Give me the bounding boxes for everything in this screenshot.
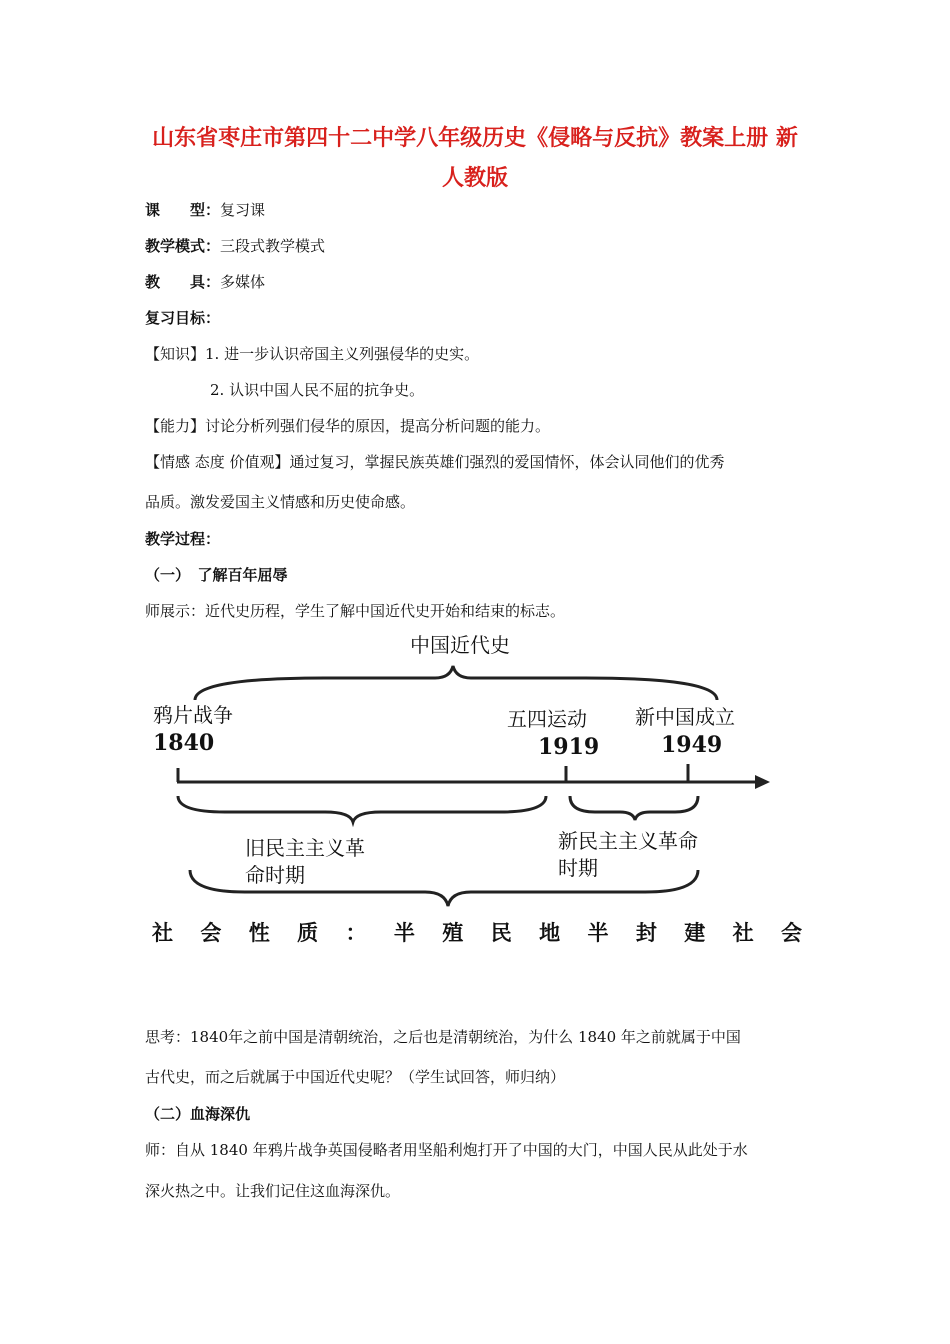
brace-new-democratic	[570, 796, 698, 820]
society-nature-text: 社 会 性 质 ： 半 殖 民 地 半 封 建 社 会	[152, 920, 802, 945]
timeline-arrow-head	[755, 775, 770, 789]
knowledge-item-2: 2. 认识中国人民不屈的抗争史。	[210, 381, 425, 399]
teacher-text-2-line-1: 师：自从 1840 年鸦片战争英国侵略者用坚船利炮打开了中国的大门，中国人民从此处于水	[145, 1141, 748, 1159]
think-text-2: 古代史，而之后就属于中国近代史呢？（学生试回答，师归纳）	[145, 1068, 566, 1086]
tools-label: 教 具：	[145, 273, 221, 291]
brace-old-democratic	[178, 796, 546, 822]
teacher-text-2-line-2: 深火热之中。让我们记住这血海深仇。	[145, 1182, 401, 1200]
course-type-row	[145, 200, 810, 220]
teaching-mode-value: 三段式教学模式	[220, 237, 326, 255]
ability-tag: 【能力】	[145, 417, 206, 435]
top-brace	[195, 666, 717, 700]
think-text-1: 思考：1840年之前中国是清朝统治，之后也是清朝统治，为什么 1840 年之前就属于中国	[145, 1028, 741, 1046]
section-2-heading: （二）血海深仇	[145, 1105, 251, 1123]
emotion-text-2: 品质。激发爱国主义情感和历史使命感。	[145, 493, 416, 511]
event-opium-war: 鸦片战争	[153, 703, 233, 727]
ability-text: 讨论分析列强们侵华的原因，提高分析问题的能力。	[205, 417, 551, 435]
year-1949: 1949	[661, 732, 723, 758]
title-line-2: 人教版	[441, 165, 508, 191]
event-may-fourth: 五四运动	[507, 707, 587, 731]
process-heading: 教学过程：	[145, 530, 221, 548]
label-old-period-2: 命时期	[245, 863, 305, 887]
goals-heading: 复习目标：	[145, 309, 221, 327]
label-modern-history: 中国近代史	[410, 633, 510, 657]
year-1840: 1840	[153, 730, 215, 756]
teaching-mode-label: 教学模式：	[145, 237, 221, 255]
title-line-1: 山东省枣庄市第四十二中学八年级历史《侵略与反抗》教案上册 新	[152, 125, 798, 151]
event-new-china: 新中国成立	[635, 705, 735, 729]
year-1919: 1919	[538, 734, 600, 760]
label-new-period-1: 新民主主义革命	[558, 829, 698, 853]
teaching-mode-row	[145, 236, 810, 256]
emotion-text-1: 通过复习，掌握民族英雄们强烈的爱国情怀，体会认同他们的优秀	[289, 453, 725, 471]
label-new-period-2: 时期	[558, 856, 598, 880]
knowledge-row	[145, 344, 810, 364]
modern-history-timeline-diagram	[145, 630, 810, 960]
knowledge-tag: 【知识】	[145, 345, 206, 363]
section-1-heading: （一） 了解百年屈辱	[145, 566, 288, 584]
course-type-value: 复习课	[220, 201, 266, 219]
tools-row	[145, 272, 810, 292]
tools-value: 多媒体	[220, 273, 266, 291]
emotion-row	[145, 452, 810, 472]
ability-row	[145, 416, 810, 436]
knowledge-item-1: 1. 进一步认识帝国主义列强侵华的史实。	[205, 345, 480, 363]
document-title	[140, 118, 810, 198]
course-type-label: 课 型：	[145, 201, 221, 219]
teacher-show-text: 师展示：近代史历程，学生了解中国近代史开始和结束的标志。	[145, 602, 566, 620]
label-old-period-1: 旧民主主义革	[245, 836, 365, 860]
emotion-tag: 【情感 态度 价值观】	[145, 453, 290, 471]
